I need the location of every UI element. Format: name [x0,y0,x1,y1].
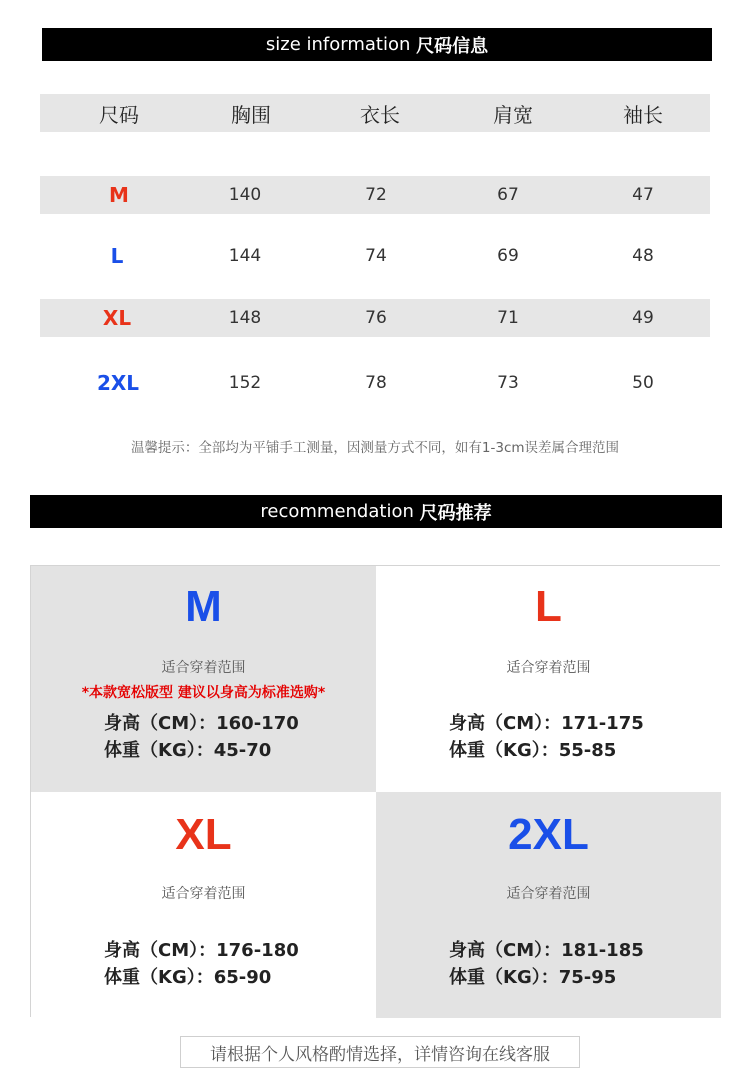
recommendation-title-cn: 尺码推荐 [419,502,492,524]
measurement-note: 温馨提示：全部均为平铺手工测量，因测量方式不同，如有1-3cm误差属合理范围 [130,440,620,456]
recommend-card-m [31,566,376,792]
row-chest: 152 [228,373,262,393]
recommendation-title-en: recommendation [260,501,420,522]
row-length: 72 [365,185,387,205]
row-sleeve: 47 [632,185,654,205]
card-weight-range: 体重（KG）：55-85 [449,740,617,761]
card-tip: *本款宽松版型 建议以身高为标准选购* [81,685,326,701]
card-size: XL [175,810,232,859]
row-chest: 144 [228,246,262,266]
row-size-label: XL [102,306,132,330]
card-size: M [185,582,222,631]
header-size: 尺码 [99,102,139,127]
card-weight-range: 体重（KG）：75-95 [449,967,617,988]
row-shoulder: 73 [497,373,519,393]
card-height-range: 身高（CM）：181-185 [449,940,644,961]
table-row [40,176,710,214]
row-sleeve: 48 [632,246,654,266]
size-title-cn: 尺码信息 [416,35,489,57]
row-chest: 140 [228,185,262,205]
table-row [40,237,710,275]
header-sleeve: 袖长 [623,102,663,127]
row-length: 74 [365,246,387,266]
row-shoulder: 71 [497,308,519,328]
row-length: 78 [365,373,387,393]
row-size-label: M [109,183,129,207]
table-row [40,299,710,337]
card-fit-label: 适合穿着范围 [161,886,246,902]
card-height-range: 身高（CM）：171-175 [449,713,644,734]
card-fit-label: 适合穿着范围 [506,660,591,676]
card-weight-range: 体重（KG）：65-90 [104,967,272,988]
card-fit-label: 适合穿着范围 [161,660,246,676]
recommendation-title-bar [30,495,722,528]
row-chest: 148 [228,308,262,328]
row-shoulder: 67 [497,185,519,205]
card-fit-label: 适合穿着范围 [506,886,591,902]
footer-notice: 请根据个人风格酌情选择，详情咨询在线客服 [180,1036,580,1068]
recommendation-grid [30,565,720,1017]
card-size: L [535,582,562,631]
size-information-title-bar [42,28,712,61]
recommend-card-xl [31,792,376,1018]
row-size-label: L [110,244,124,268]
row-shoulder: 69 [497,246,519,266]
card-size: 2XL [508,810,589,859]
card-weight-range: 体重（KG）：45-70 [104,740,272,761]
size-title-en: size information [265,34,417,55]
recommend-card-2xl [376,792,721,1018]
row-size-label: 2XL [96,371,140,395]
header-length: 衣长 [360,102,400,127]
table-row [40,364,710,402]
size-table-header [40,94,710,132]
card-height-range: 身高（CM）：160-170 [104,713,299,734]
header-chest: 胸围 [231,102,271,127]
header-shoulder: 肩宽 [493,102,533,127]
row-sleeve: 49 [632,308,654,328]
recommend-card-l [376,566,721,792]
row-sleeve: 50 [632,373,654,393]
row-length: 76 [365,308,387,328]
card-height-range: 身高（CM）：176-180 [104,940,299,961]
